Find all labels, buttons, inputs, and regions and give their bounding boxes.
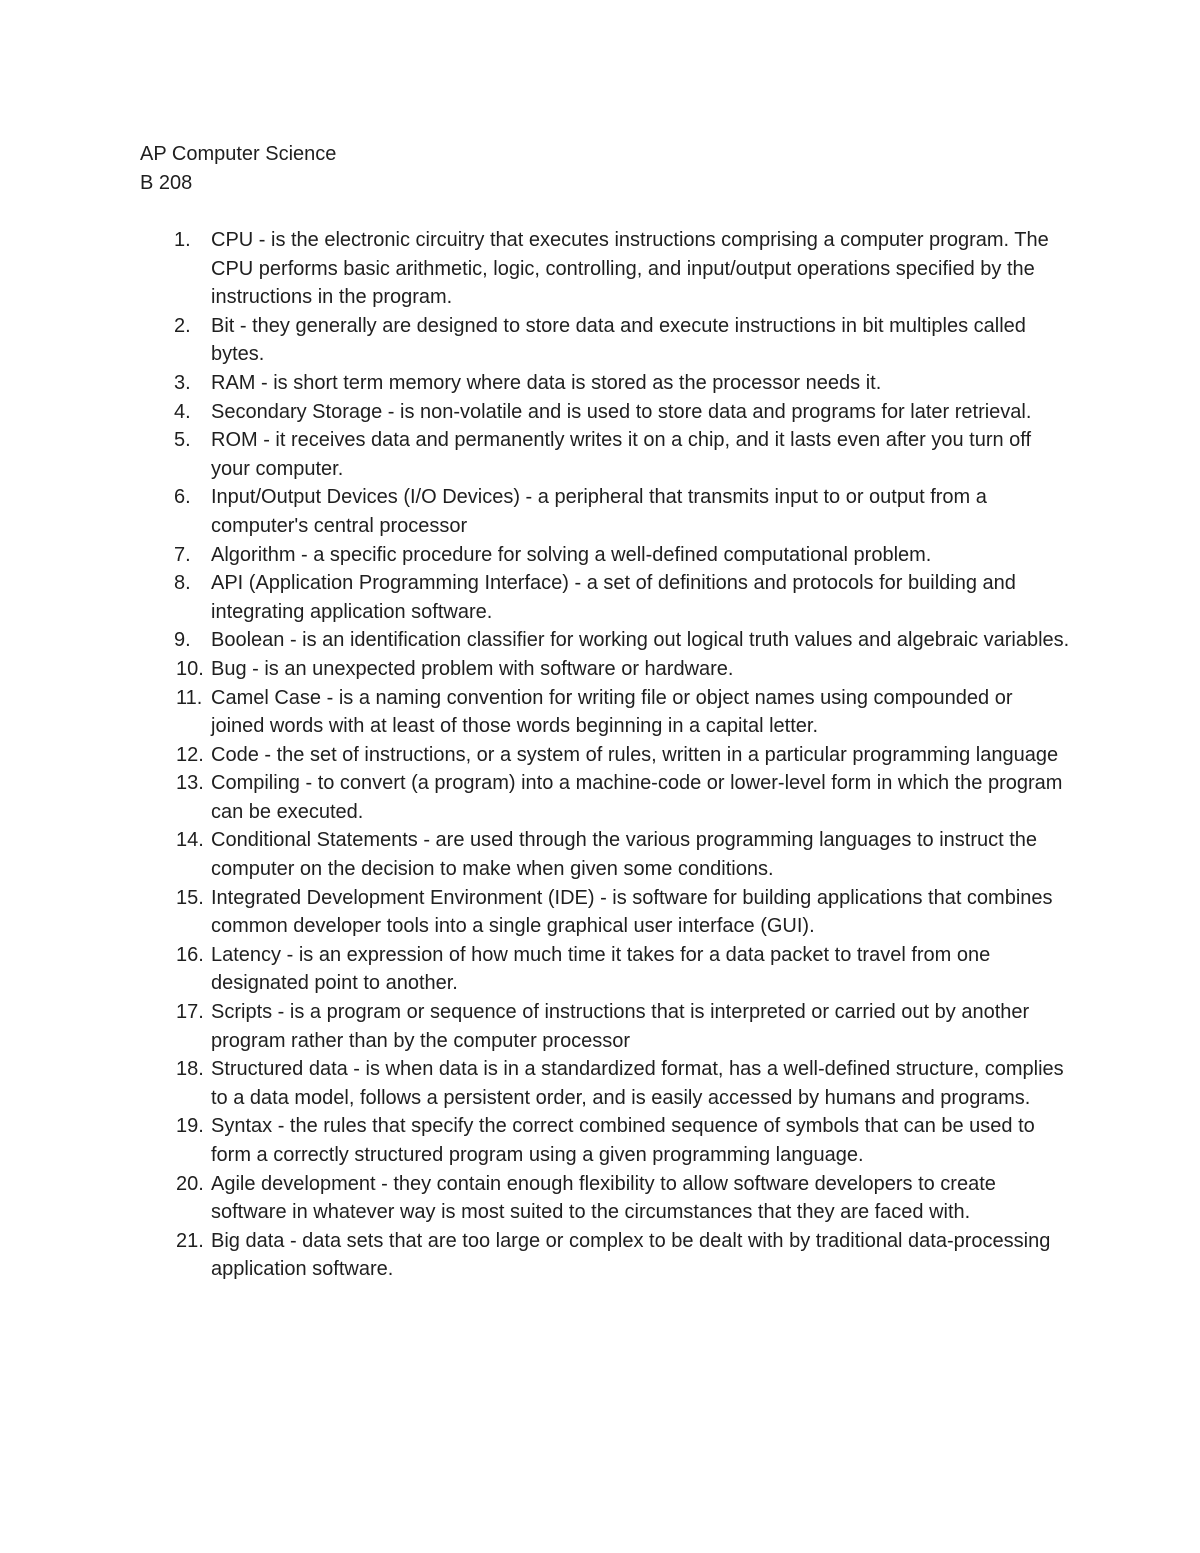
item-text: Secondary Storage - is non-volatile and is used to store data and programs for later retrieval. bbox=[211, 400, 1032, 423]
list-item bbox=[140, 226, 1070, 312]
list-item bbox=[140, 1112, 1070, 1169]
course-title: AP Computer Science bbox=[140, 143, 337, 165]
list-item bbox=[140, 369, 1070, 398]
item-text: Syntax - the rules that specify the correct combined sequence of symbols that can be used to form a correctly structured program using a given programming language. bbox=[211, 1115, 1035, 1166]
item-text: Structured data - is when data is in a standardized format, has a well-defined structure, complies to a data model, follows a persistent order, and is easily accessed by humans and programs. bbox=[211, 1058, 1064, 1109]
item-text: Scripts - is a program or sequence of instructions that is interpreted or carried out by another program rather than by the computer processor bbox=[211, 1001, 1030, 1052]
item-number: 16. bbox=[176, 943, 204, 966]
definitions-list bbox=[140, 226, 1070, 1284]
item-number: 11. bbox=[176, 686, 203, 709]
item-number: 12. bbox=[176, 743, 204, 766]
item-number: 2. bbox=[174, 314, 191, 337]
item-text: ROM - it receives data and permanently writes it on a chip, and it lasts even after you turn off your computer. bbox=[211, 429, 1032, 480]
item-text: RAM - is short term memory where data is stored as the processor needs it. bbox=[211, 371, 882, 394]
item-text: Bug - is an unexpected problem with software or hardware. bbox=[211, 657, 734, 680]
list-item bbox=[140, 483, 1070, 540]
item-number: 15. bbox=[176, 886, 204, 909]
item-text: CPU - is the electronic circuitry that executes instructions comprising a computer program. The CPU performs basic arithmetic, logic, controlling, and input/output operations specified by the instructions in the program. bbox=[211, 229, 1049, 309]
list-item bbox=[140, 826, 1070, 883]
list-item bbox=[140, 655, 1070, 684]
item-number: 21. bbox=[176, 1229, 204, 1252]
item-number: 1. bbox=[174, 229, 191, 251]
list-item bbox=[140, 769, 1070, 826]
list-item bbox=[140, 884, 1070, 941]
item-number: 14. bbox=[176, 829, 204, 852]
list-item bbox=[140, 941, 1070, 998]
item-text: Compiling - to convert (a program) into a machine-code or lower-level form in which the program can be executed. bbox=[211, 772, 1063, 823]
list-item bbox=[140, 569, 1070, 626]
item-text: Code - the set of instructions, or a system of rules, written in a particular programming language bbox=[211, 743, 1059, 766]
list-item bbox=[140, 684, 1070, 741]
item-text: Input/Output Devices (I/O Devices) - a peripheral that transmits input to or output from a computer's central processor bbox=[211, 486, 987, 537]
item-text: API (Application Programming Interface) - a set of definitions and protocols for building and integrating application software. bbox=[211, 572, 1016, 623]
item-text: Bit - they generally are designed to store data and execute instructions in bit multiples called bytes. bbox=[211, 314, 1026, 366]
item-number: 4. bbox=[174, 400, 191, 423]
item-number: 19. bbox=[176, 1115, 204, 1138]
item-number: 3. bbox=[174, 371, 191, 394]
item-number: 9. bbox=[174, 629, 191, 652]
list-item bbox=[140, 1055, 1070, 1112]
item-number: 18. bbox=[176, 1058, 204, 1081]
room-number: B 208 bbox=[140, 172, 193, 194]
item-text: Latency - is an expression of how much time it takes for a data packet to travel from one designated point to another. bbox=[211, 943, 991, 995]
item-number: 13. bbox=[176, 772, 204, 795]
list-item bbox=[140, 541, 1070, 570]
item-text: Big data - data sets that are too large or complex to be dealt with by traditional data-processing application software. bbox=[211, 1229, 1051, 1281]
list-item bbox=[140, 626, 1070, 655]
item-text: Conditional Statements - are used through the various programming languages to instruct the computer on the decision to make when given some conditions. bbox=[211, 829, 1038, 881]
item-text: Integrated Development Environment (IDE) - is software for building applications that combines common developer tools into a single graphical user interface (GUI). bbox=[211, 886, 1053, 938]
item-number: 8. bbox=[174, 572, 191, 595]
item-number: 6. bbox=[174, 486, 191, 509]
item-text: Boolean - is an identification classifier for working out logical truth values and algebraic variables. bbox=[211, 629, 1070, 652]
item-text: Camel Case - is a naming convention for writing file or object names using compounded or joined words with at least of those words beginning in a capital letter. bbox=[211, 686, 1013, 738]
item-number: 17. bbox=[176, 1001, 204, 1024]
item-text: Agile development - they contain enough flexibility to allow software developers to create software in whatever way is most suited to the circumstances that they are faced with. bbox=[211, 1172, 996, 1224]
item-text: Algorithm - a specific procedure for solving a well-defined computational problem. bbox=[211, 543, 932, 566]
item-number: 5. bbox=[174, 429, 191, 452]
list-item bbox=[140, 741, 1070, 770]
list-item bbox=[140, 426, 1070, 483]
list-item bbox=[140, 1170, 1070, 1227]
item-number: 7. bbox=[174, 543, 191, 566]
item-number: 20. bbox=[176, 1172, 204, 1195]
list-item bbox=[140, 1227, 1070, 1284]
document-header bbox=[140, 140, 336, 198]
list-item bbox=[140, 398, 1070, 427]
list-item bbox=[140, 998, 1070, 1055]
item-number: 10. bbox=[176, 657, 204, 680]
list-item bbox=[140, 312, 1070, 369]
